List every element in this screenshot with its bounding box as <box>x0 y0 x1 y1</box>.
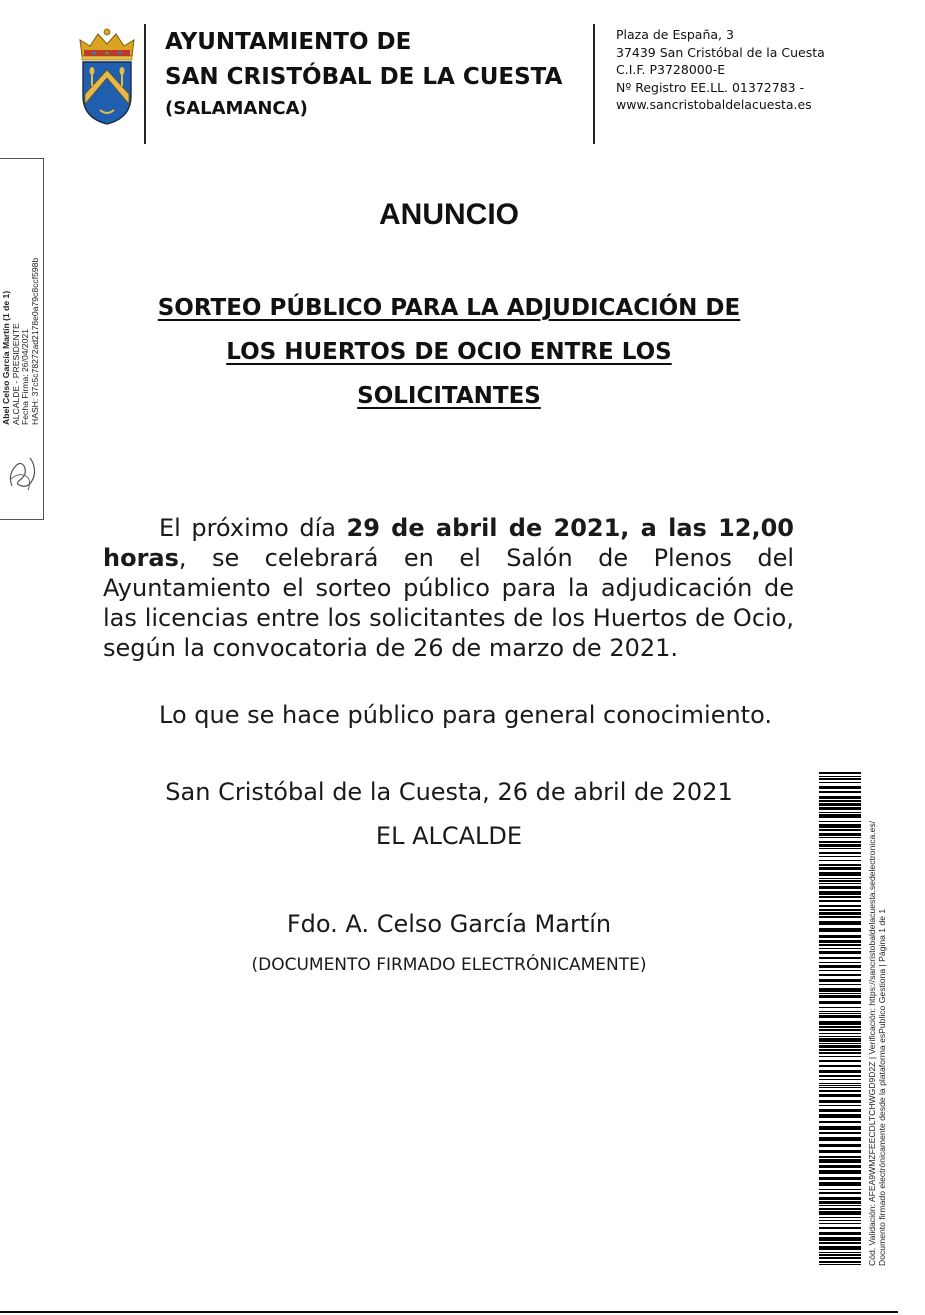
barcode-bar <box>819 970 861 971</box>
barcode-bar <box>819 1105 861 1106</box>
barcode-bar <box>819 1026 861 1028</box>
barcode-bar <box>819 1220 861 1221</box>
barcode-bar <box>819 1170 861 1174</box>
barcode-bar <box>819 940 861 943</box>
barcode-bar <box>819 1079 861 1080</box>
barcode-bar <box>819 1029 861 1031</box>
barcode-bar <box>819 772 861 774</box>
barcode-bar <box>819 1100 861 1103</box>
barcode-bar <box>819 833 861 836</box>
paragraph-public-notice <box>103 700 794 730</box>
barcode-bar <box>819 841 861 843</box>
paragraph-rest: , se celebrará en el Salón de Plenos del Ayuntamiento el sorteo público para la adjudicación de las licencias entre los solicitantes de los Huertos de Ocio, según la convocatoria de 26 de marzo de 2021. <box>103 544 794 662</box>
stamp-role: ALCALDE - PRESIDENTE <box>10 323 21 425</box>
barcode-bar <box>819 1056 861 1057</box>
barcode-bar <box>819 993 861 994</box>
barcode-bar <box>819 1217 861 1218</box>
subtitle-line-3-text: SOLICITANTES <box>357 383 541 409</box>
barcode-bar <box>819 1049 861 1051</box>
barcode-bar <box>819 1038 861 1042</box>
barcode-bar <box>819 896 861 898</box>
barcode-bar <box>819 880 861 882</box>
barcode-bar <box>819 1261 861 1263</box>
barcode-bar <box>819 1223 861 1224</box>
stamp-date: Fecha Firma: 26/04/2021 <box>20 328 30 425</box>
barcode-bar <box>819 1114 861 1118</box>
org-name-line-1: AYUNTAMIENTO DE <box>165 29 412 55</box>
barcode-bar <box>819 948 861 949</box>
barcode-bar <box>819 1156 861 1158</box>
stamp-signer: Abel Celso García Martín (1 de 1) <box>1 290 11 425</box>
barcode-bar <box>819 984 861 985</box>
barcode-bar <box>819 867 861 870</box>
barcode-bar <box>819 778 861 780</box>
barcode-bar <box>819 878 861 879</box>
barcode-bar <box>819 782 861 783</box>
barcode-bar <box>819 1205 861 1206</box>
stamp-hash: HASH: 37c5c78272ad2178e0a79c8ccf598b <box>29 257 40 425</box>
barcode-bar <box>819 1007 861 1008</box>
barcode-bar <box>819 1090 861 1092</box>
signer-role: EL ALCALDE <box>375 822 523 850</box>
barcode-bar <box>819 921 861 925</box>
barcode-bar <box>819 1208 861 1210</box>
barcode-bar <box>819 1132 861 1134</box>
barcode-bar <box>819 951 861 954</box>
barcode-bar <box>819 803 861 806</box>
barcode-bar <box>819 935 861 938</box>
barcode-bar <box>819 1257 861 1259</box>
barcode-bar <box>819 1182 861 1186</box>
barcode-bar <box>819 807 861 810</box>
barcode-bar <box>819 1144 861 1147</box>
barcode-bar <box>819 916 861 918</box>
barcode-bar <box>819 1075 861 1077</box>
address-cif: C.I.F. P3728000-E <box>616 62 726 77</box>
barcode-bar <box>819 1013 861 1014</box>
address-street: Plaza de España, 3 <box>616 27 734 42</box>
barcode-bar <box>819 821 861 822</box>
barcode-bar <box>819 974 861 976</box>
barcode-bar <box>819 1045 861 1048</box>
address-website: www.sancristobaldelacuesta.es <box>616 97 812 112</box>
barcode-bar <box>819 1033 861 1034</box>
header-divider-right <box>593 24 595 144</box>
barcode-bar <box>819 912 861 915</box>
subtitle-line-1-text: SORTEO PÚBLICO PARA LA ADJUDICACIÓN DE <box>157 295 741 321</box>
barcode-bar <box>819 1126 861 1130</box>
subtitle-line-1 <box>0 295 898 321</box>
barcode-bar <box>819 1246 861 1250</box>
electronic-signature-note: (DOCUMENTO FIRMADO ELECTRÓNICAMENTE) <box>251 955 647 975</box>
barcode-bar <box>819 860 861 861</box>
paragraph-intro: El próximo día <box>159 514 347 542</box>
barcode-bar <box>819 1065 861 1067</box>
barcode-bar <box>819 829 861 831</box>
barcode-bar <box>819 979 861 982</box>
paragraph-announcement <box>103 513 794 663</box>
barcode-bar <box>819 864 861 866</box>
barcode-bar <box>819 796 861 799</box>
barcode-bar <box>819 1252 861 1253</box>
barcode-bar <box>819 776 861 777</box>
barcode-bar <box>819 928 861 932</box>
barcode-bar <box>819 883 861 884</box>
barcode-bar <box>819 814 861 818</box>
barcode-bar <box>819 1121 861 1123</box>
coat-of-arms-icon <box>76 26 138 126</box>
barcode-bar <box>819 1070 861 1073</box>
barcode-bar <box>819 1015 861 1018</box>
barcode-bar <box>819 1264 861 1265</box>
barcode-bar <box>819 1052 861 1054</box>
barcode-bar <box>819 1201 861 1204</box>
subtitle-line-2-text: LOS HUERTOS DE OCIO ENTRE LOS <box>226 339 672 365</box>
barcode-bar <box>819 995 861 998</box>
barcode-bar <box>819 786 861 789</box>
barcode-bar <box>819 1232 861 1235</box>
subtitle-line-2 <box>0 339 898 365</box>
barcode-bar <box>819 1137 861 1141</box>
paragraph-date-time: 29 de abril de 2021, a las 12,00 horas <box>103 514 795 572</box>
barcode-bar <box>819 852 861 854</box>
signer-name: Fdo. A. Celso García Martín <box>286 910 612 938</box>
subtitle-line-3 <box>0 383 898 409</box>
barcode-bar <box>819 1227 861 1229</box>
barcode-bar <box>819 856 861 857</box>
barcode-bar <box>819 1237 861 1241</box>
barcode-bar <box>819 872 861 876</box>
barcode-bar <box>819 1109 861 1112</box>
verification-text <box>867 821 887 1266</box>
address-registry: Nº Registro EE.LL. 01372783 - <box>616 80 805 95</box>
barcode-bar <box>819 909 861 911</box>
barcode-bar <box>819 848 861 849</box>
barcode-bar <box>819 1177 861 1180</box>
barcode-bar <box>819 905 861 907</box>
barcode-bar <box>819 812 861 813</box>
barcode-bar <box>819 1165 861 1168</box>
barcode-bar <box>819 1083 861 1084</box>
handwritten-signature-icon <box>4 446 40 496</box>
barcode-bar <box>819 1011 861 1012</box>
barcode-bar <box>819 800 861 802</box>
org-name-line-2: SAN CRISTÓBAL DE LA CUESTA <box>165 64 563 90</box>
barcode-bar <box>819 1192 861 1194</box>
org-province: (SALAMANCA) <box>165 98 308 119</box>
barcode-bar <box>819 1094 861 1097</box>
barcode-bar <box>819 1001 861 1004</box>
barcode-bar <box>819 891 861 895</box>
document-title: ANUNCIO <box>379 198 519 231</box>
barcode-bar <box>819 844 861 847</box>
barcode-bar <box>819 1060 861 1062</box>
barcode-bar <box>819 1087 861 1088</box>
barcode-bar <box>819 1189 861 1190</box>
barcode-bar <box>819 1197 861 1200</box>
verification-platform: Documento firmado electrónicamente desde la plataforma esPublico Gestiona | Página 1 de 1 <box>877 908 887 1266</box>
barcode-bar <box>819 962 861 963</box>
barcode-bar <box>819 1036 861 1037</box>
barcode-bar <box>819 1211 861 1215</box>
barcode-bar <box>819 791 861 793</box>
barcode-bar <box>819 824 861 828</box>
barcode-bar <box>819 1043 861 1044</box>
barcode-icon <box>819 772 861 1266</box>
verification-code: Cód. Validación: AFEA9WMZFEECDLTCHWGD9D2Z | Verificación: https://sancristobaldelacuesta.sedelectronica.es/ <box>867 820 877 1266</box>
barcode-bar <box>819 886 861 889</box>
barcode-bar <box>819 1159 861 1163</box>
barcode-bar <box>819 944 861 946</box>
barcode-bar <box>819 837 861 838</box>
barcode-bar <box>819 1242 861 1244</box>
paragraph-public-notice-text: Lo que se hace público para general conocimiento. <box>159 701 772 729</box>
barcode-bar <box>819 965 861 968</box>
barcode-bar <box>819 1254 861 1256</box>
header-divider-left <box>144 24 146 144</box>
barcode-bar <box>819 1021 861 1025</box>
place-and-date: San Cristóbal de la Cuesta, 26 de abril de 2021 <box>165 778 733 806</box>
address-city: 37439 San Cristóbal de la Cuesta <box>616 45 825 60</box>
barcode-bar <box>819 900 861 902</box>
page-bottom-rule <box>0 1311 898 1313</box>
barcode-bar <box>819 957 861 959</box>
barcode-bar <box>819 1150 861 1153</box>
barcode-bar <box>819 1085 861 1086</box>
barcode-bar <box>819 988 861 992</box>
